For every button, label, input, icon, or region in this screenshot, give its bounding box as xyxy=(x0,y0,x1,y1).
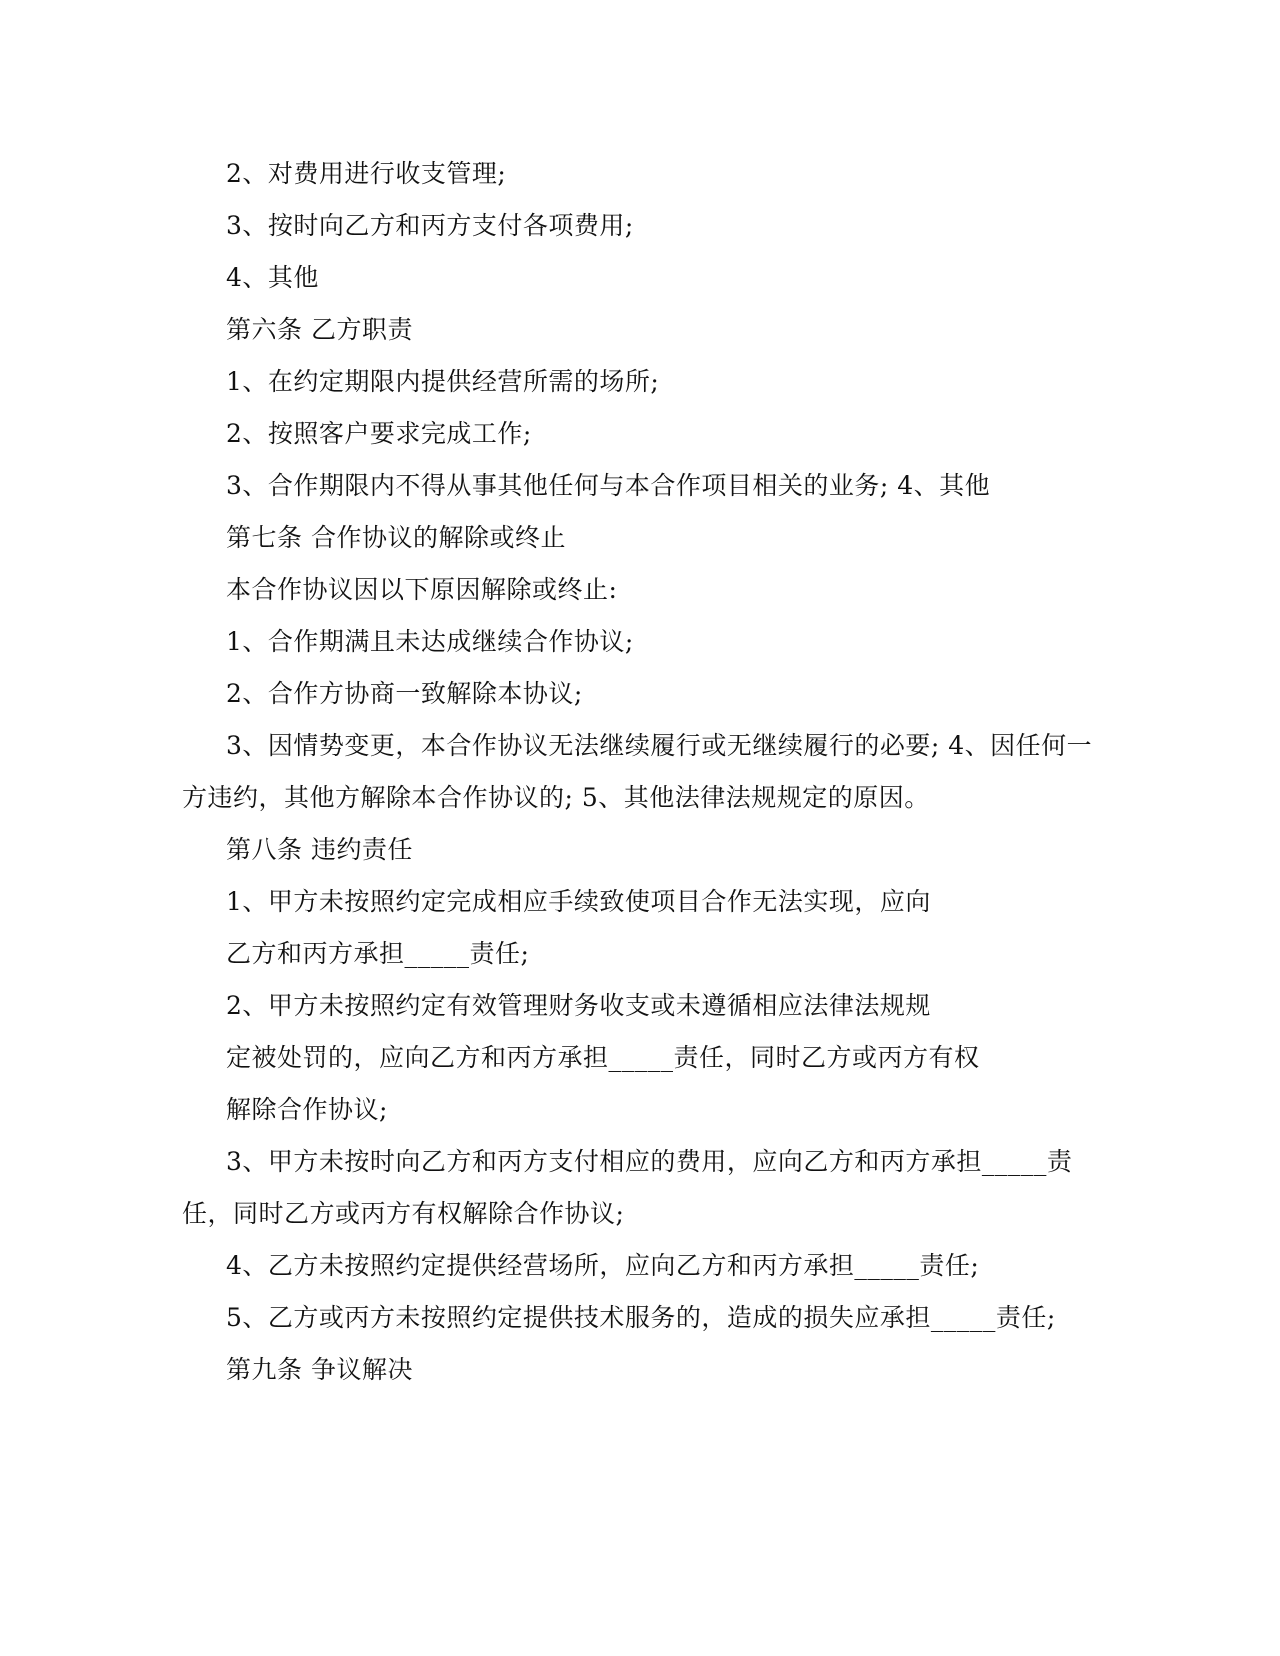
clause-item: 1、甲方未按照约定完成相应手续致使项目合作无法实现，应向 xyxy=(226,887,931,916)
clause-item: 3、甲方未按时向乙方和丙方支付相应的费用，应向乙方和丙方承担_____责 xyxy=(226,1147,1073,1176)
section-heading: 第六条 乙方职责 xyxy=(226,315,413,344)
section-heading: 第七条 合作协议的解除或终止 xyxy=(226,523,566,552)
clause-item: 3、按时向乙方和丙方支付各项费用; xyxy=(226,211,634,240)
clause-item-continuation: 乙方和丙方承担_____责任; xyxy=(226,939,530,968)
clause-item-continuation: 定被处罚的，应向乙方和丙方承担_____责任，同时乙方或丙方有权 xyxy=(226,1043,980,1072)
clause-item-continuation: 解除合作协议; xyxy=(226,1095,388,1124)
clause-item: 4、其他 xyxy=(226,263,319,292)
clause-item: 3、合作期限内不得从事其他任何与本合作项目相关的业务; 4、其他 xyxy=(226,471,991,500)
clause-item: 5、乙方或丙方未按照约定提供技术服务的，造成的损失应承担_____责任; xyxy=(226,1303,1056,1332)
clause-item: 3、因情势变更，本合作协议无法继续履行或无继续履行的必要; 4、因任何一 xyxy=(226,731,1093,760)
clause-item: 4、乙方未按照约定提供经营场所，应向乙方和丙方承担_____责任; xyxy=(226,1251,980,1280)
clause-item-continuation: 方违约，其他方解除本合作协议的; 5、其他法律法规规定的原因。 xyxy=(182,783,930,812)
clause-item: 2、甲方未按照约定有效管理财务收支或未遵循相应法律法规规 xyxy=(226,991,931,1020)
clause-item: 2、合作方协商一致解除本协议; xyxy=(226,679,583,708)
paragraph: 本合作协议因以下原因解除或终止: xyxy=(226,575,618,604)
clause-item-continuation: 任，同时乙方或丙方有权解除合作协议; xyxy=(182,1199,625,1228)
section-heading: 第九条 争议解决 xyxy=(226,1355,413,1384)
clause-item: 1、合作期满且未达成继续合作协议; xyxy=(226,627,634,656)
section-heading: 第八条 违约责任 xyxy=(226,835,413,864)
clause-item: 2、对费用进行收支管理; xyxy=(226,159,507,188)
clause-item: 2、按照客户要求完成工作; xyxy=(226,419,532,448)
clause-item: 1、在约定期限内提供经营所需的场所; xyxy=(226,367,660,396)
